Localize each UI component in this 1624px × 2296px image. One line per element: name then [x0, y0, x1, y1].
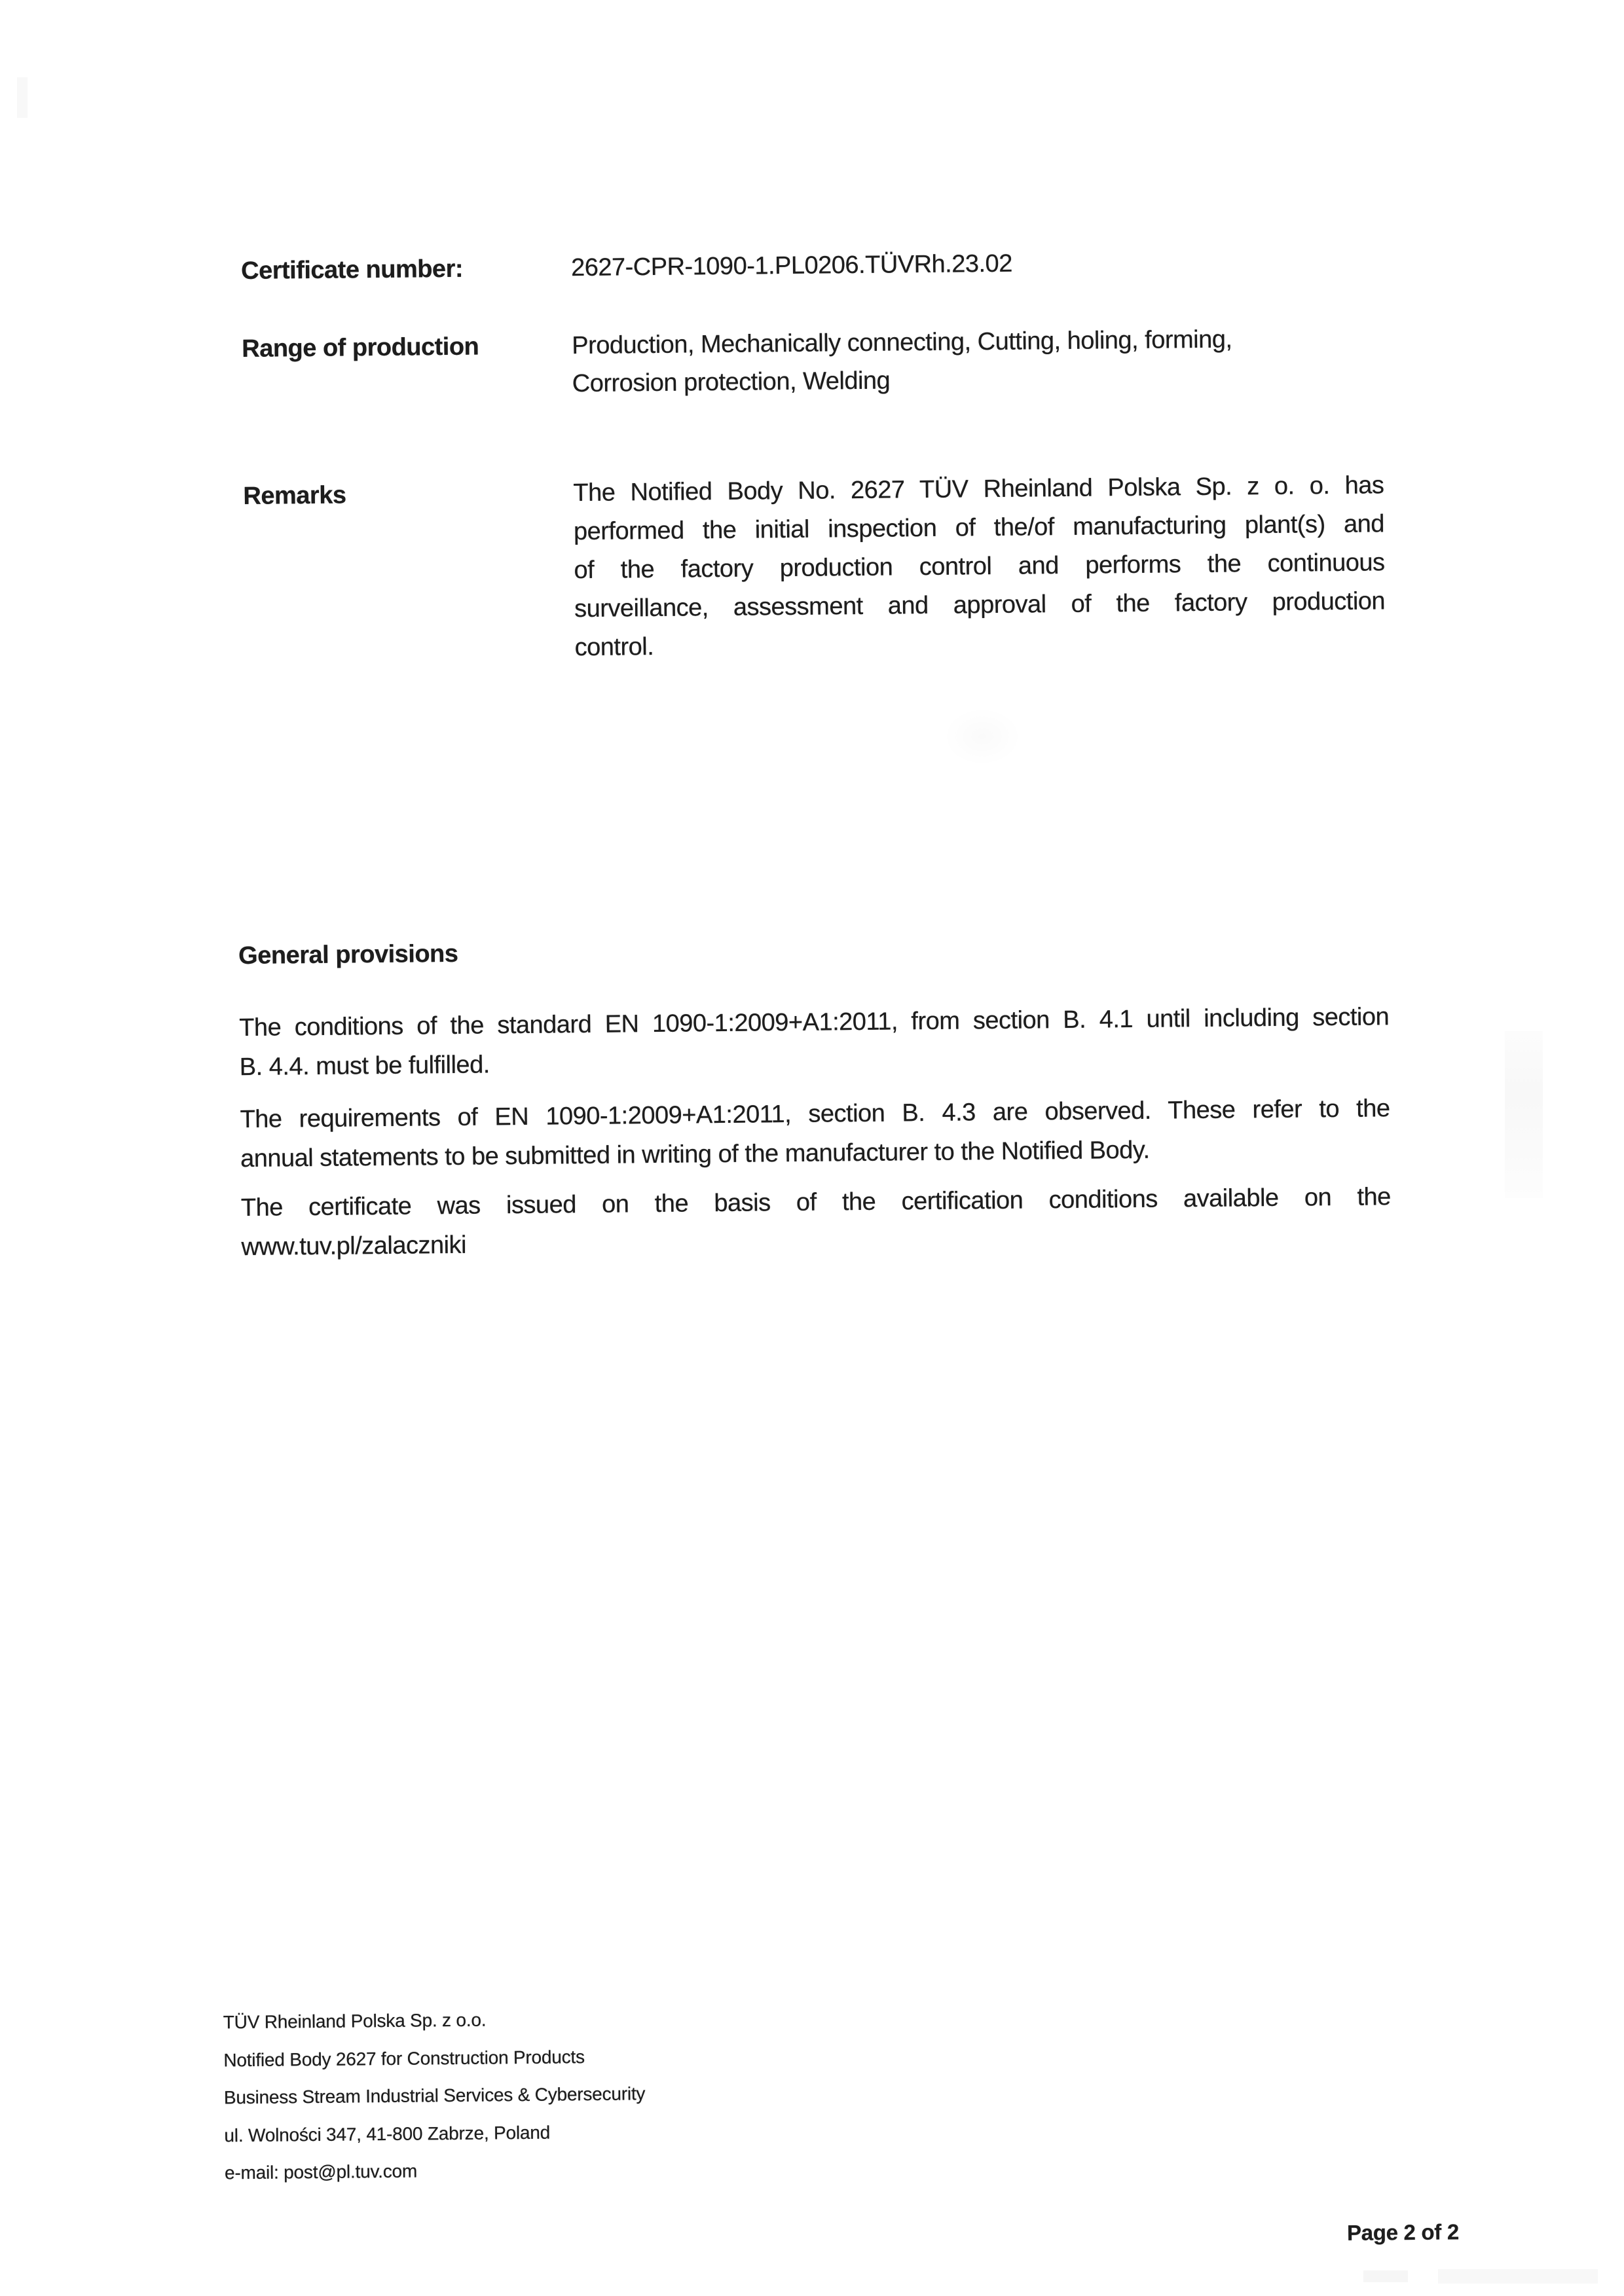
- paragraph-line: The conditions of the standard EN 1090-1:2009+A1:2011, from section B. 4.1 until including section: [239, 1003, 1390, 1042]
- field-row-remarks: [243, 466, 1386, 670]
- field-row-certificate-number: [241, 241, 1382, 290]
- provision-paragraph: [241, 1177, 1392, 1267]
- value-line: control.: [574, 632, 654, 662]
- range-of-production-value: [572, 319, 1383, 403]
- remarks-label: Remarks: [243, 481, 346, 510]
- general-provisions-section: [238, 929, 1392, 1267]
- provision-paragraph: [239, 997, 1390, 1087]
- issuer-notified-body: Notified Body 2627 for Construction Products: [223, 2046, 585, 2070]
- paragraph-line: www.tuv.pl/zalaczniki: [241, 1231, 467, 1262]
- value-line: The Notified Body No. 2627 TÜV Rheinland Polska Sp. z o. o. has: [573, 471, 1384, 507]
- paragraph-line: The certificate was issued on the basis of the certification conditions available on the: [240, 1183, 1391, 1222]
- provision-paragraph: [240, 1089, 1390, 1178]
- issuer-name: TÜV Rheinland Polska Sp. z o.o.: [223, 2009, 487, 2033]
- range-of-production-label: Range of production: [242, 333, 479, 363]
- value-line: of the factory production control and performs the continuous: [574, 549, 1385, 585]
- certificate-number-label: Certificate number:: [240, 255, 464, 285]
- value-line: Corrosion protection, Welding: [572, 367, 891, 398]
- general-provisions-heading: General provisions: [238, 939, 458, 970]
- remarks-value: [573, 466, 1386, 667]
- value-line: 2627-CPR-1090-1.PL0206.TÜVRh.23.02: [570, 249, 1013, 282]
- paragraph-line: The requirements of EN 1090-1:2009+A1:2011, section B. 4.3 are observed. These refer to the: [240, 1095, 1390, 1134]
- issuer-street-address: ul. Wolności 347, 41-800 Zabrze, Poland: [224, 2122, 551, 2145]
- field-table: [241, 241, 1386, 670]
- value-line: surveillance, assessment and approval of the factory production: [574, 587, 1386, 623]
- value-line: performed the initial inspection of the/of manufacturing plant(s) and: [573, 510, 1385, 546]
- issuer-email: e-mail: post@pl.tuv.com: [224, 2160, 418, 2183]
- issuer-business-stream: Business Stream Industrial Services & Cybersecurity: [223, 2083, 646, 2108]
- certificate-number-value: [571, 241, 1382, 287]
- issuer-address-block: [223, 1999, 646, 2192]
- field-row-range-of-production: [242, 319, 1383, 406]
- page-number: Page 2 of 2: [1346, 2219, 1460, 2245]
- paragraph-line: B. 4.4. must be fulfilled.: [239, 1051, 490, 1082]
- value-line: Production, Mechanically connecting, Cutting, holing, forming,: [572, 325, 1232, 360]
- paragraph-line: annual statements to be submitted in writing of the manufacturer to the Notified Body.: [240, 1136, 1150, 1173]
